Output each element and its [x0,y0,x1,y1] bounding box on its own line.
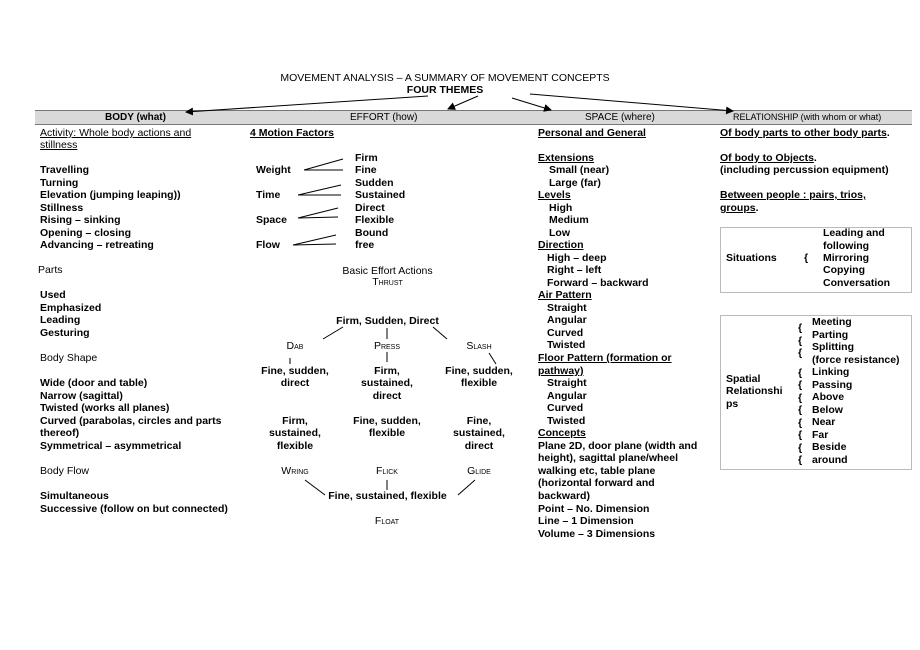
situations-brace: { [804,252,809,264]
spatial-item: Near [812,416,836,428]
spatial-label: ps [726,398,739,410]
effort-combo-bottom: Fine, sustained, flexible [328,490,447,502]
body-action-item: Opening – closing [40,227,132,239]
body-parts-heading: Parts [38,264,63,276]
space-item: Medium [549,214,589,226]
space-floor-heading-cont: pathway) [538,365,584,377]
basic-effort-heading: Basic Effort Actions [342,265,433,277]
rel-body-parts: Of body parts to other body parts. [720,127,890,139]
spatial-brace: { [798,367,803,379]
factor-pole: Flexible [355,214,395,226]
glide-desc: sustained, [453,427,505,439]
spatial-label: Spatial [726,373,761,385]
spatial-label: Relationshi [726,385,783,397]
motion-factors-heading: 4 Motion Factors [250,127,335,139]
space-item: Angular [547,314,587,326]
arrow-to-effort [448,96,478,109]
wring-desc: sustained, [269,427,321,439]
space-air-heading: Air Pattern [538,289,592,301]
spatial-brace: { [798,347,803,359]
press-desc: Firm, [374,365,400,377]
space-item: Curved [547,327,584,339]
factor-name: Flow [256,239,280,251]
glide-desc: direct [464,440,494,452]
factor-pole: Firm [355,152,378,164]
situation-item: Mirroring [823,252,870,264]
factor-name: Time [256,189,281,201]
arrow-to-body [186,96,428,112]
space-item: Twisted [547,339,586,351]
spatial-item: Far [812,429,829,441]
concept-line: Plane 2D, door plane (width and [538,440,698,452]
spatial-item: Meeting [812,316,852,328]
effort-slash: Slash [466,340,492,352]
concept-line: Line – 1 Dimension [538,515,634,527]
body-part-item: Gesturing [40,327,90,339]
header-body: BODY (what) [105,112,166,123]
concept-line: height), sagittal plane/wheel [538,452,679,464]
press-desc: sustained, [361,377,413,389]
dab-desc: direct [280,377,310,389]
header-relationship: RELATIONSHIP (with whom or what) [733,112,882,122]
effort-glide: Glide [467,465,491,477]
factor-name: Weight [256,164,291,176]
body-flow-item: Simultaneous [40,490,109,502]
space-personal-heading: Personal and General [538,127,646,139]
wring-desc: flexible [276,440,314,452]
body-shape-item: Wide (door and table) [40,377,148,389]
effort-wring: Wring [281,465,309,477]
effort-dab: Dab [286,340,304,352]
spatial-brace: { [798,392,803,404]
concept-line: walking etc, table plane [538,465,656,477]
body-flow-heading: Body Flow [40,465,90,477]
situations-label: Situations [726,252,777,264]
body-action-item: Rising – sinking [40,214,121,226]
effort-thrust: Thrust [372,276,403,288]
body-activity-heading-cont: stillness [40,139,78,151]
effort-press: Press [373,340,401,352]
spatial-item: Linking [812,366,850,378]
body-shape-item: Symmetrical – asymmetrical [40,440,182,452]
page-title: MOVEMENT ANALYSIS – A SUMMARY OF MOVEMENT CONCEPTS [280,72,610,84]
header-space: SPACE (where) [585,112,655,123]
body-activity-heading: Activity: Whole body actions and [40,127,192,139]
spatial-brace: { [798,454,803,466]
body-action-item: Travelling [40,164,90,176]
space-item: Low [549,227,570,239]
space-item: Straight [547,302,587,314]
factor-pole: Sudden [355,177,394,189]
spatial-brace: { [798,404,803,416]
body-part-item: Used [40,289,66,301]
concept-line: (horizontal forward and [538,477,655,489]
space-floor-heading: Floor Pattern (formation or [538,352,672,364]
spatial-item: (force resistance) [812,354,900,366]
space-item: Twisted [547,415,586,427]
space-extensions-heading: Extensions [538,152,595,164]
factor-pole: Sustained [355,189,406,201]
spatial-item: Passing [812,379,853,391]
space-levels-heading: Levels [538,189,571,201]
body-flow-item: Successive (follow on but connected) [40,503,228,515]
space-direction-heading: Direction [538,239,584,251]
slash-desc: flexible [460,377,498,389]
situation-item: Conversation [823,277,891,289]
spatial-brace: { [798,322,803,334]
spatial-item: Below [812,404,843,416]
factor-pole: Bound [355,227,389,239]
spatial-item: Parting [812,329,849,341]
factor-pole: free [355,239,375,251]
spatial-brace: { [798,442,803,454]
arrow-to-relationship [530,94,733,111]
space-concepts-heading: Concepts [538,427,586,439]
body-shape-item: Twisted (works all planes) [40,402,170,414]
spatial-item: Above [812,391,845,403]
body-action-item: Stillness [40,202,84,214]
body-shape-heading: Body Shape [40,352,98,364]
space-item: High [549,202,573,214]
space-item: High – deep [547,252,607,264]
flick-desc: flexible [368,427,406,439]
spatial-brace: { [798,417,803,429]
glide-desc: Fine, [466,415,492,427]
press-desc: direct [372,390,402,402]
spatial-brace: { [798,379,803,391]
spatial-item: around [812,454,848,466]
effort-flick: Flick [376,465,398,477]
body-part-item: Emphasized [40,302,102,314]
rel-objects-note: (including percussion equipment) [720,164,889,176]
factor-pole: Direct [355,202,385,214]
rel-people: Between people : pairs, trios, [720,189,866,201]
spatial-brace: { [798,335,803,347]
body-action-item: Turning [40,177,79,189]
arrow-to-space [512,98,551,110]
space-item: Angular [547,390,587,402]
body-action-item: Advancing – retreating [40,239,154,251]
space-item: Forward – backward [547,277,649,289]
space-item: Small (near) [549,164,610,176]
body-action-item: Elevation (jumping leaping)) [40,189,181,201]
body-shape-item: thereof) [40,427,80,439]
space-item: Right – left [547,264,602,276]
body-shape-item: Curved (parabolas, circles and parts [40,415,222,427]
situation-item: following [823,240,870,252]
space-item: Large (far) [549,177,601,189]
spatial-item: Splitting [812,341,854,353]
body-part-item: Leading [40,314,81,326]
concept-line: Point – No. Dimension [538,503,650,515]
rel-people-cont: groups. [720,202,759,214]
concept-line: backward) [538,490,590,502]
page-subtitle: FOUR THEMES [406,84,484,96]
flick-desc: Fine, sudden, [353,415,421,427]
space-item: Straight [547,377,587,389]
effort-combo-top: Firm, Sudden, Direct [336,315,439,327]
situation-item: Leading and [823,227,885,239]
factor-pole: Fine [355,164,377,176]
spatial-brace: { [798,429,803,441]
body-shape-item: Narrow (sagittal) [40,390,123,402]
space-item: Curved [547,402,584,414]
dab-desc: Fine, sudden, [261,365,329,377]
effort-float: Float [374,515,400,527]
wring-desc: Firm, [282,415,308,427]
concept-line: Volume – 3 Dimensions [538,528,656,540]
situation-item: Copying [823,264,865,276]
header-effort: EFFORT (how) [350,112,418,123]
factor-name: Space [256,214,287,226]
rel-objects: Of body to Objects. [720,152,817,164]
slash-desc: Fine, sudden, [445,365,513,377]
motion-factor-branches [293,159,343,245]
spatial-item: Beside [812,441,847,453]
